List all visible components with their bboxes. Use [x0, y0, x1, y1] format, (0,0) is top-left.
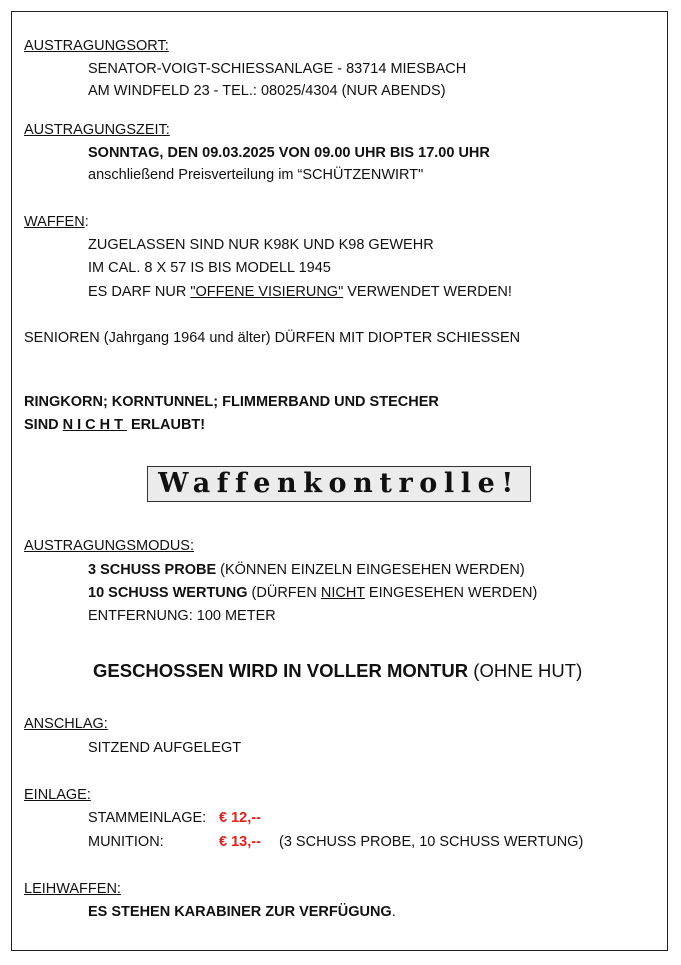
stammeinlage-price: € 12,--: [219, 810, 261, 826]
zeit-line-2: anschließend Preisverteilung im “SCHÜTZENWIRT": [88, 167, 424, 183]
leihwaffen-line-1-bold: ES STEHEN KARABINER ZUR VERFÜGUNG: [88, 904, 392, 920]
modus-entfernung: ENTFERNUNG: 100 METER: [88, 608, 276, 624]
leihwaffen-line-1-end: .: [391, 904, 396, 920]
modus-wertung-bold: 10 SCHUSS WERTUNG: [88, 585, 248, 601]
waffen-line-3-post: VERWENDET WERDEN!: [343, 284, 512, 300]
munition-label: MUNITION:: [88, 834, 164, 850]
ort-line-2: AM WINDFELD 23 - TEL.: 08025/4304 (NUR ABENDS): [88, 83, 446, 99]
waffen-line-3-pre: ES DARF NUR: [88, 284, 191, 300]
verbot-line-2-post: ERLAUBT!: [126, 417, 206, 433]
montur-line: [93, 660, 582, 682]
montur-rest: (OHNE HUT): [468, 660, 583, 681]
munition-price: € 13,--: [219, 834, 261, 850]
anschlag-line-1: SITZEND AUFGELEGT: [88, 740, 242, 756]
anschlag-heading: ANSCHLAG:: [24, 716, 108, 732]
modus-probe: [88, 561, 525, 579]
waffen-heading-text: WAFFEN: [24, 214, 85, 230]
waffen-line-2: IM CAL. 8 X 57 IS BIS MODELL 1945: [88, 260, 331, 276]
munition-note: (3 SCHUSS PROBE, 10 SCHUSS WERTUNG): [279, 834, 584, 850]
leihwaffen-line-1: [88, 903, 396, 921]
modus-wertung-nicht: NICHT: [320, 585, 365, 601]
waffen-line-3: [88, 283, 512, 301]
verbot-line-2: [24, 416, 205, 434]
modus-probe-rest: (KÖNNEN EINZELN EINGESEHEN WERDEN): [216, 562, 525, 578]
leihwaffen-heading: LEIHWAFFEN:: [24, 881, 121, 897]
modus-wertung-pre: (DÜRFEN: [247, 585, 321, 601]
zeit-line-1: SONNTAG, DEN 09.03.2025 VON 09.00 UHR BIS 17.00 UHR: [88, 145, 490, 161]
ort-line-1: SENATOR-VOIGT-SCHIESSANLAGE - 83714 MIESBACH: [88, 61, 467, 77]
waffen-line-1: ZUGELASSEN SIND NUR K98K UND K98 GEWEHR: [88, 237, 434, 253]
verbot-line-1: RINGKORN; KORNTUNNEL; FLIMMERBAND UND STECHER: [24, 394, 439, 410]
waffenkontrolle-banner: Waffenkontrolle!: [147, 466, 531, 502]
modus-wertung-post: EINGESEHEN WERDEN): [364, 585, 538, 601]
montur-bold: GESCHOSSEN WIRD IN VOLLER MONTUR: [93, 660, 469, 681]
verbot-nicht: NICHT: [62, 417, 127, 433]
modus-heading: AUSTRAGUNGSMODUS:: [24, 538, 194, 554]
stammeinlage-label: STAMMEINLAGE:: [88, 810, 207, 826]
offene-visierung: "OFFENE VISIERUNG": [190, 284, 344, 300]
senioren-note: SENIOREN (Jahrgang 1964 und älter) DÜRFEN MIT DIOPTER SCHIESSEN: [24, 330, 521, 346]
zeit-heading: AUSTRAGUNGSZEIT:: [24, 122, 170, 138]
modus-probe-bold: 3 SCHUSS PROBE: [88, 562, 217, 578]
waffen-heading: [24, 213, 89, 231]
ort-heading: AUSTRAGUNGSORT:: [24, 38, 169, 54]
waffen-heading-colon: :: [84, 214, 89, 230]
einlage-heading: EINLAGE:: [24, 787, 91, 803]
verbot-line-2-pre: SIND: [24, 417, 63, 433]
modus-wertung: [88, 584, 537, 602]
